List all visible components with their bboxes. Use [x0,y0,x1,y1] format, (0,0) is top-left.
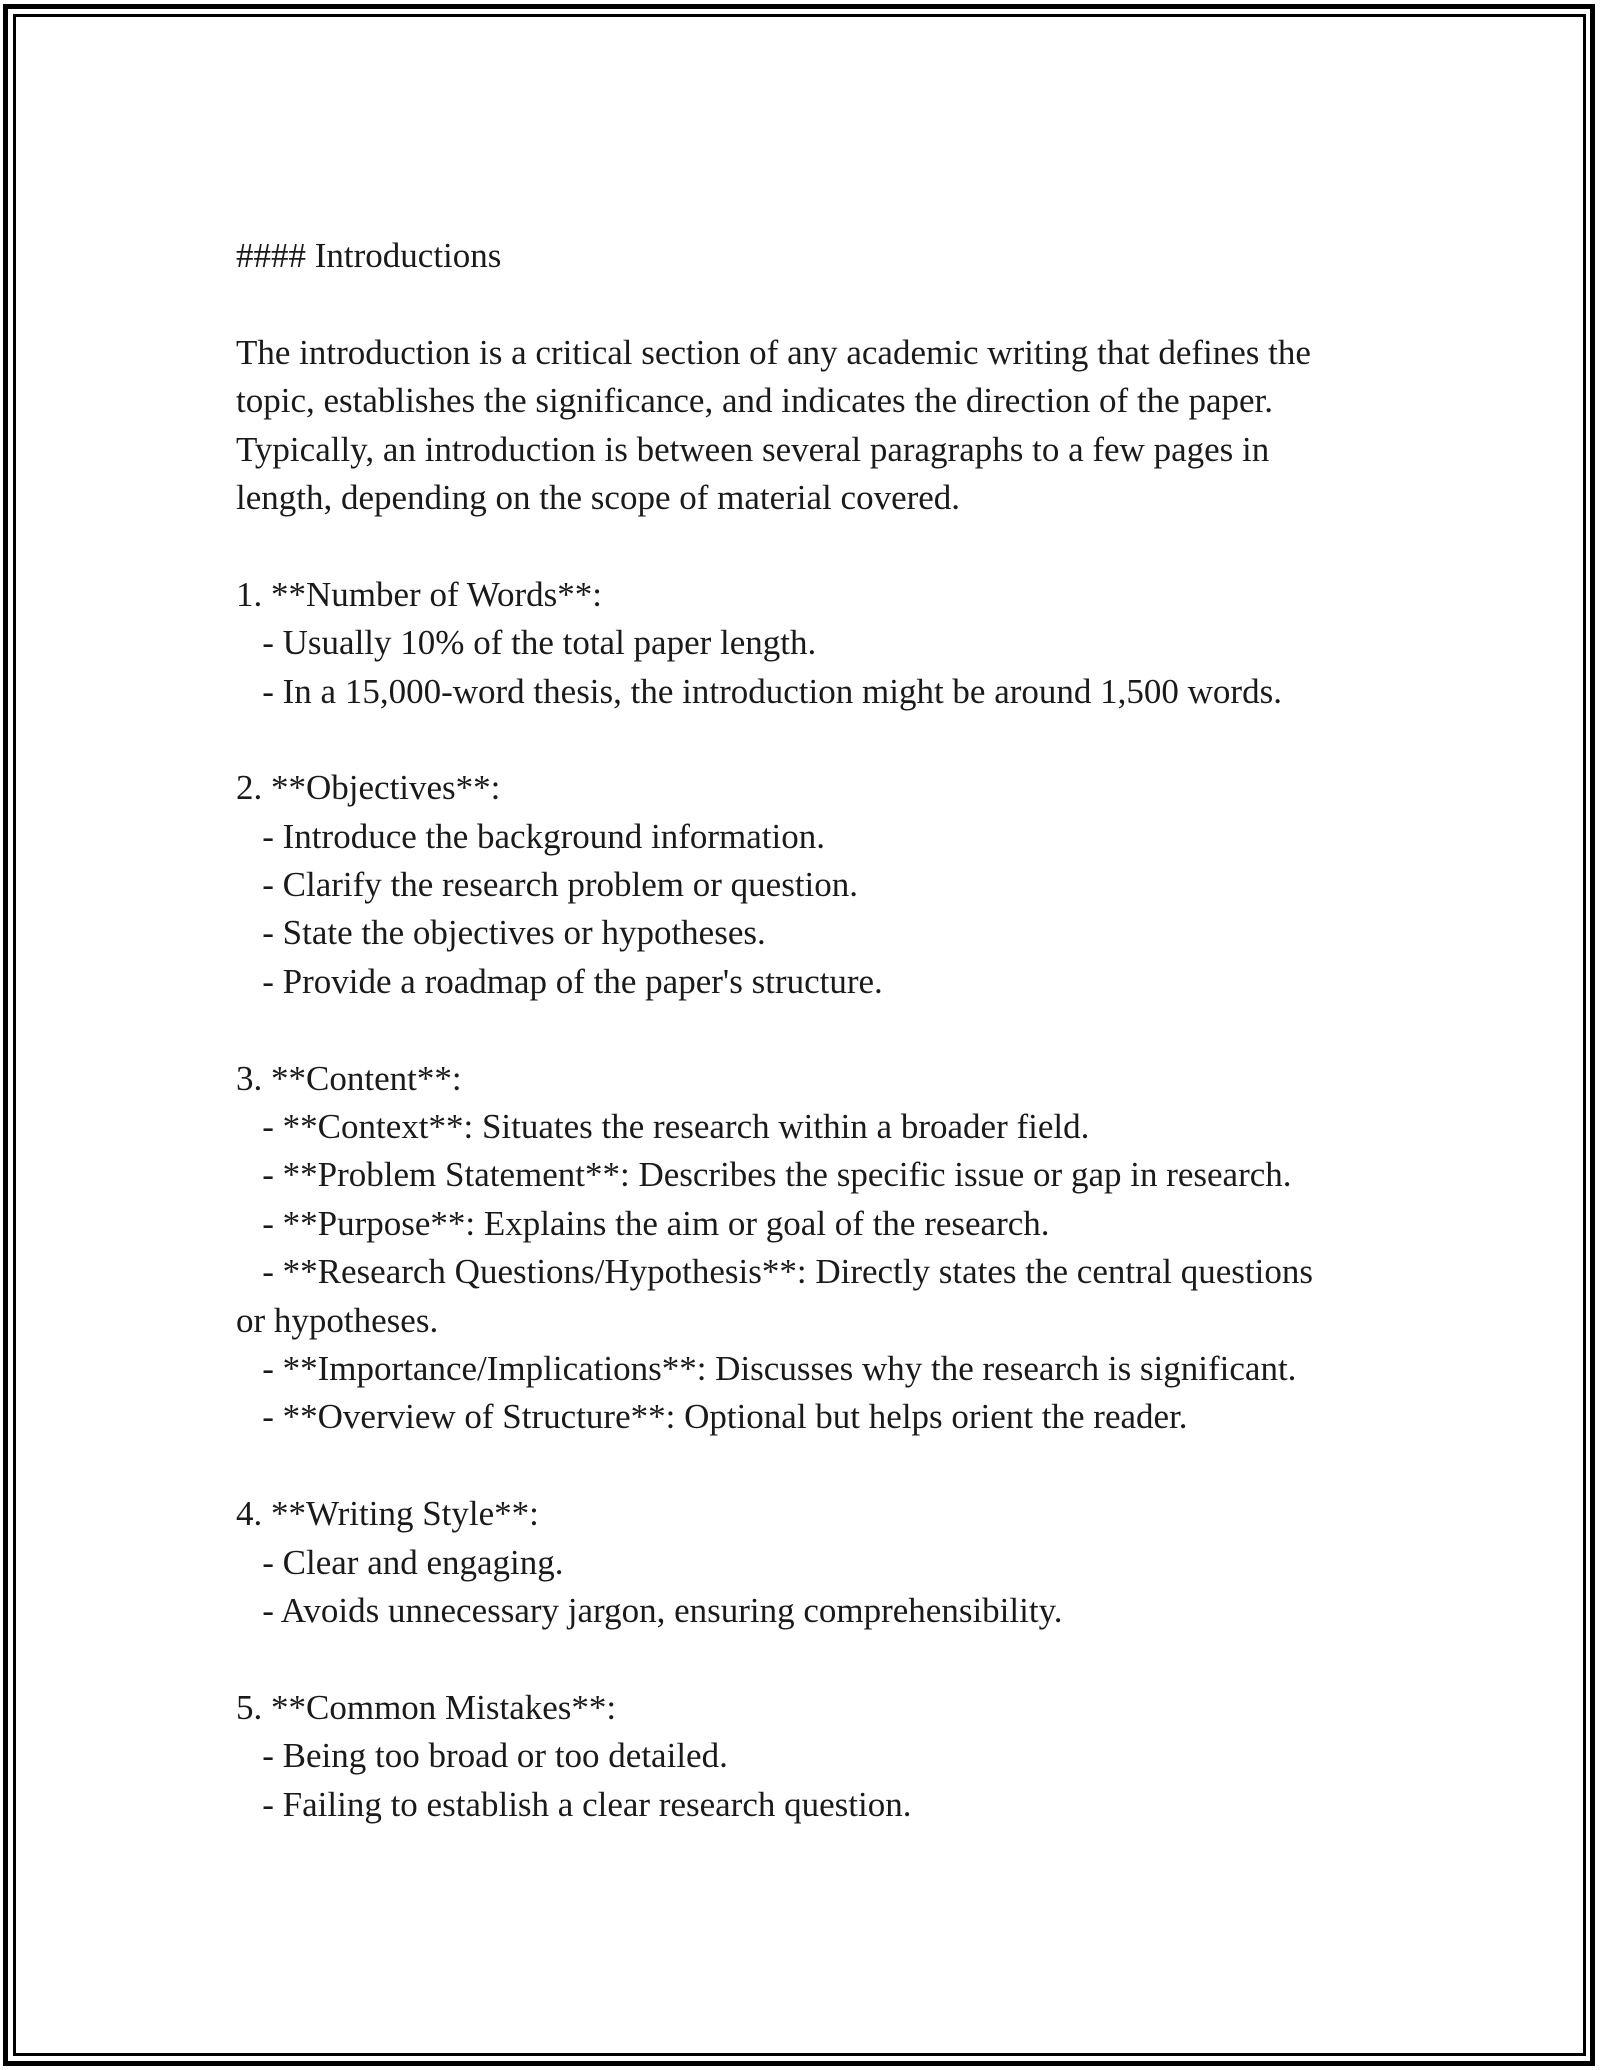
section-heading: #### Introductions [236,236,502,275]
list-section-title: 4. **Writing Style**: [236,1494,539,1534]
list-item: - Avoids unnecessary jargon, ensuring comprehensibility. [236,1590,1063,1630]
list-item: - **Purpose**: Explains the aim or goal of the research. [236,1203,1050,1243]
spacer [236,1635,1376,1683]
spacer [236,1006,1376,1054]
intro-line: The introduction is a critical section of any academic writing that defines the [236,332,1311,372]
intro-line: Typically, an introduction is between several paragraphs to a few pages in [236,429,1270,469]
spacer [236,280,1376,328]
spacer [236,1442,1376,1490]
list-section-writing-style [236,1490,1376,1635]
list-item: - **Problem Statement**: Describes the specific issue or gap in research. [236,1155,1292,1195]
list-section-title: 5. **Common Mistakes**: [236,1687,617,1727]
spacer [236,716,1376,764]
list-item: - Usually 10% of the total paper length. [236,623,817,663]
list-section-title: 3. **Content**: [236,1058,462,1098]
list-section-title: 2. **Objectives**: [236,768,501,808]
list-item: - Clarify the research problem or question. [236,865,859,905]
intro-paragraph [236,329,1376,523]
list-item: - Being too broad or too detailed. [236,1736,728,1776]
list-section-number-of-words [236,571,1376,716]
list-item: - **Overview of Structure**: Optional but helps orient the reader. [236,1397,1188,1437]
list-item: - State the objectives or hypotheses. [236,913,766,953]
list-item: - **Context**: Situates the research within a broader field. [236,1107,1090,1147]
list-section-common-mistakes [236,1684,1376,1829]
intro-line: length, depending on the scope of material covered. [236,477,961,517]
list-section-content [236,1055,1376,1442]
document-body [236,232,1376,1829]
list-section-objectives [236,764,1376,1006]
list-item: - **Research Questions/Hypothesis**: Directly states the central questions [236,1252,1313,1292]
list-item: - In a 15,000-word thesis, the introduction might be around 1,500 words. [236,671,1282,711]
list-section-title: 1. **Number of Words**: [236,574,602,614]
list-item: - **Importance/Implications**: Discusses why the research is significant. [236,1348,1297,1388]
spacer [236,522,1376,570]
list-item: - Failing to establish a clear research question. [236,1784,912,1824]
list-item: - Introduce the background information. [236,816,825,856]
list-item: - Clear and engaging. [236,1542,564,1582]
intro-line: topic, establishes the significance, and indicates the direction of the paper. [236,381,1274,421]
list-item-continuation: or hypotheses. [236,1300,439,1340]
list-item: - Provide a roadmap of the paper's structure. [236,961,883,1001]
